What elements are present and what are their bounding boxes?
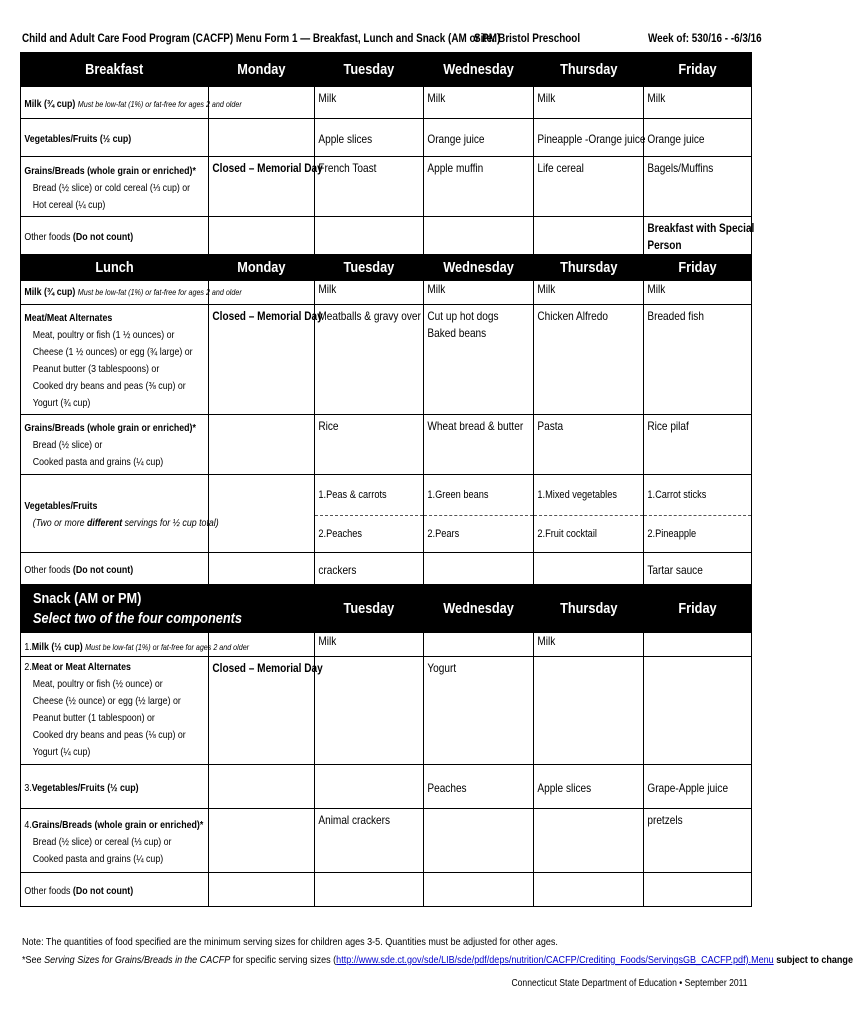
breakfast-veg-label: Vegetables/Fruits (½ cup) xyxy=(24,132,132,145)
lunch-milk-thursday: Milk xyxy=(537,282,556,296)
snack-grains-label: Grains/Breads (whole grain or enriched)* xyxy=(31,819,204,831)
snack-veg-friday: Grape-Apple juice xyxy=(647,780,729,795)
lunch-veg2-tuesday: 2.Peaches xyxy=(318,528,363,540)
day-thursday: Thursday xyxy=(534,53,644,87)
lunch-other-tuesday: crackers xyxy=(318,562,357,577)
lunch-meat-thursday: Chicken Alfredo xyxy=(537,309,608,323)
snack-meat-label: Meat or Meat Alternates xyxy=(31,661,131,673)
snack-title: Snack (AM or PM) Select two of the four components xyxy=(21,585,315,633)
lunch-milk-tuesday: Milk xyxy=(318,282,337,296)
day-wednesday: Wednesday xyxy=(424,53,534,87)
snack-grains-friday: pretzels xyxy=(647,813,683,827)
lunch-closed-monday: Closed – Memorial Day xyxy=(212,309,323,323)
lunch-meat-row: Meat/Meat Alternates Meat, poultry or fish (1 ½ ounces) or Cheese (1 ½ ounces) or egg (¾ large) or Peanut butter (3 tablespoons) or Cooked dry beans and peas (⅜ cup) or Yogurt (¾ cup) Closed – Memorial Day Meatballs & gravy over Cut up hot dogs Baked beans Chicken Alfredo Breaded fish xyxy=(21,305,752,415)
breakfast-grains-tuesday: French Toast xyxy=(318,161,377,175)
breakfast-veg-monday xyxy=(209,119,315,157)
footnote-serving-sizes: *See Serving Sizes for Grains/Breads in the CACFP for specific serving sizes (http://www.sde.ct.gov/sde/LIB/sde/pdf/deps/nutrition/CACFP/Crediting_Foods/ServingsGB_CACFP.pdf).Menu subject to change xyxy=(22,954,853,966)
lunch-meat-tuesday: Meatballs & gravy over xyxy=(318,309,421,323)
snack-milk-row: 1.Milk (½ cup) Must be low-fat (1%) or fat-free for ages 2 and older Milk Milk xyxy=(21,633,752,657)
breakfast-grains-label: Grains/Breads (whole grain or enriched)* xyxy=(24,165,196,177)
lunch-veg1-thursday: 1.Mixed vegetables xyxy=(537,489,617,501)
breakfast-veg-wednesday: Orange juice xyxy=(427,131,485,146)
breakfast-grains-row: Grains/Breads (whole grain or enriched)* Bread (½ slice) or cold cereal (⅓ cup) or Hot cereal (¼ cup) Closed – Memorial Day French Toast Apple muffin Life cereal Bagels/Muffins xyxy=(21,157,752,217)
breakfast-milk-thursday: Milk xyxy=(537,91,556,105)
lunch-milk-label: Milk (¾ cup) xyxy=(24,286,76,298)
lunch-title: Lunch xyxy=(21,255,209,281)
breakfast-milk-label: Milk (¾ cup) xyxy=(24,97,76,110)
snack-grains-row: 4.Grains/Breads (whole grain or enriched)* Bread (½ slice) or cereal (⅓ cup) or Cooked pasta and grains (¼ cup) Animal crackers pretzels xyxy=(21,809,752,873)
serving-sizes-link[interactable]: http://www.sde.ct.gov/sde/LIB/sde/pdf/deps/nutrition/CACFP/Crediting_Foods/ServingsGB_CACFP.pdf).Menu xyxy=(336,954,774,966)
breakfast-veg-friday: Orange juice xyxy=(647,131,705,146)
snack-meat-row: 2.Meat or Meat Alternates Meat, poultry or fish (½ ounce) or Cheese (½ ounce) or egg (½ large) or Peanut butter (1 tablespoon) or Cooked dry beans and peas (⅛ cup) or Yogurt (¼ cup) Closed – Memorial Day Yogurt xyxy=(21,657,752,765)
site-name: Site: Bristol Preschool xyxy=(474,33,581,45)
breakfast-other-label: Other foods xyxy=(24,230,71,243)
lunch-grains-row: Grains/Breads (whole grain or enriched)* Bread (½ slice) or Cooked pasta and grains (¼ cup) Rice Wheat bread & butter Pasta Rice pilaf xyxy=(21,415,752,475)
lunch-veg1-tuesday: 1.Peas & carrots xyxy=(318,489,387,501)
snack-other-label: Other foods xyxy=(24,884,71,897)
breakfast-veg-tuesday: Apple slices xyxy=(318,131,373,146)
snack-milk-label: Milk (½ cup) xyxy=(31,641,83,653)
breakfast-other-row: Other foods (Do not count) Breakfast with Special Person xyxy=(21,217,752,255)
lunch-veg2-wednesday: 2.Pears xyxy=(427,528,460,540)
lunch-grains-thursday: Pasta xyxy=(537,419,564,433)
snack-veg-label: Vegetables/Fruits (½ cup) xyxy=(31,781,139,794)
snack-veg-thursday: Apple slices xyxy=(537,780,592,795)
menu-table xyxy=(20,52,755,907)
lunch-grains-tuesday: Rice xyxy=(318,419,339,433)
breakfast-title: Breakfast xyxy=(21,53,209,87)
lunch-other-label: Other foods xyxy=(24,563,71,576)
breakfast-other-friday: Breakfast with Special Person xyxy=(647,221,755,252)
lunch-grains-friday: Rice pilaf xyxy=(647,419,689,433)
footnote-quantities: Note: The quantities of food specified are the minimum serving sizes for children ages 3-5. Quantities must be adjusted for other ages. xyxy=(22,936,558,948)
week-of: Week of: 530/16 - -6/3/16 xyxy=(648,33,762,45)
breakfast-grains-friday: Bagels/Muffins xyxy=(647,161,714,175)
lunch-veg-label: Vegetables/Fruits xyxy=(24,500,98,512)
lunch-veg2-thursday: 2.Fruit cocktail xyxy=(537,528,597,540)
form-title: Child and Adult Care Food Program (CACFP) Menu Form 1 — Breakfast, Lunch and Snack (AM or PM) xyxy=(22,33,501,45)
snack-milk-thursday: Milk xyxy=(537,634,556,648)
lunch-veg1-wednesday: 1.Green beans xyxy=(427,489,489,501)
lunch-veg-row: Vegetables/Fruits (Two or more different servings for ½ cup total) 1.Peas & carrots 2.Peaches 1.Green beans 2.Pears 1.Mixed vegetables 2.Fruit cocktail 1.Carrot sticks 2.Pineapple xyxy=(21,475,752,553)
lunch-meat-wednesday: Cut up hot dogs Baked beans xyxy=(427,309,499,340)
breakfast-grains-wednesday: Apple muffin xyxy=(427,161,484,175)
lunch-milk-wednesday: Milk xyxy=(427,282,446,296)
snack-grains-tuesday: Animal crackers xyxy=(318,813,391,827)
breakfast-header-row xyxy=(21,53,752,87)
lunch-other-row: Other foods (Do not count) crackers Tartar sauce xyxy=(21,553,752,585)
breakfast-veg-thursday: Pineapple -Orange juice xyxy=(537,131,646,146)
day-monday: Monday xyxy=(209,53,315,87)
snack-milk-tuesday: Milk xyxy=(318,634,337,648)
snack-header-row: Snack (AM or PM) Select two of the four components Tuesday Wednesday Thursday Friday xyxy=(21,585,752,633)
breakfast-veg-row xyxy=(21,119,752,157)
snack-veg-wednesday: Peaches xyxy=(427,780,467,795)
lunch-meat-friday: Breaded fish xyxy=(647,309,704,323)
day-friday: Friday xyxy=(644,53,752,87)
breakfast-milk-tuesday: Milk xyxy=(318,91,337,105)
snack-veg-row: 3.Vegetables/Fruits (½ cup) Peaches Apple slices Grape-Apple juice xyxy=(21,765,752,809)
breakfast-milk-note: Must be low-fat (1%) or fat-free for ages 2 and older xyxy=(77,98,242,109)
lunch-header-row: Lunch Monday Tuesday Wednesday Thursday Friday xyxy=(21,255,752,281)
lunch-milk-friday: Milk xyxy=(647,282,666,296)
lunch-grains-wednesday: Wheat bread & butter xyxy=(427,419,524,433)
footer-credit: Connecticut State Department of Education • September 2011 xyxy=(511,978,748,989)
lunch-veg1-friday: 1.Carrot sticks xyxy=(647,489,707,501)
lunch-other-friday: Tartar sauce xyxy=(647,562,703,577)
breakfast-grains-thursday: Life cereal xyxy=(537,161,584,175)
lunch-milk-row: Milk (¾ cup) Must be low-fat (1%) or fat-free for ages 2 and older Milk Milk Milk Milk xyxy=(21,281,752,305)
day-tuesday: Tuesday xyxy=(315,53,424,87)
breakfast-milk-row xyxy=(21,87,752,119)
snack-meat-wednesday: Yogurt xyxy=(427,661,457,675)
lunch-veg2-friday: 2.Pineapple xyxy=(647,528,697,540)
breakfast-closed-monday: Closed – Memorial Day xyxy=(212,161,323,175)
breakfast-milk-wednesday: Milk xyxy=(427,91,446,105)
lunch-meat-label: Meat/Meat Alternates xyxy=(24,312,113,324)
snack-closed-monday: Closed – Memorial Day xyxy=(212,661,323,675)
breakfast-milk-friday: Milk xyxy=(647,91,666,105)
snack-other-row: Other foods (Do not count) xyxy=(21,873,752,907)
lunch-grains-label: Grains/Breads (whole grain or enriched)* xyxy=(24,422,196,434)
